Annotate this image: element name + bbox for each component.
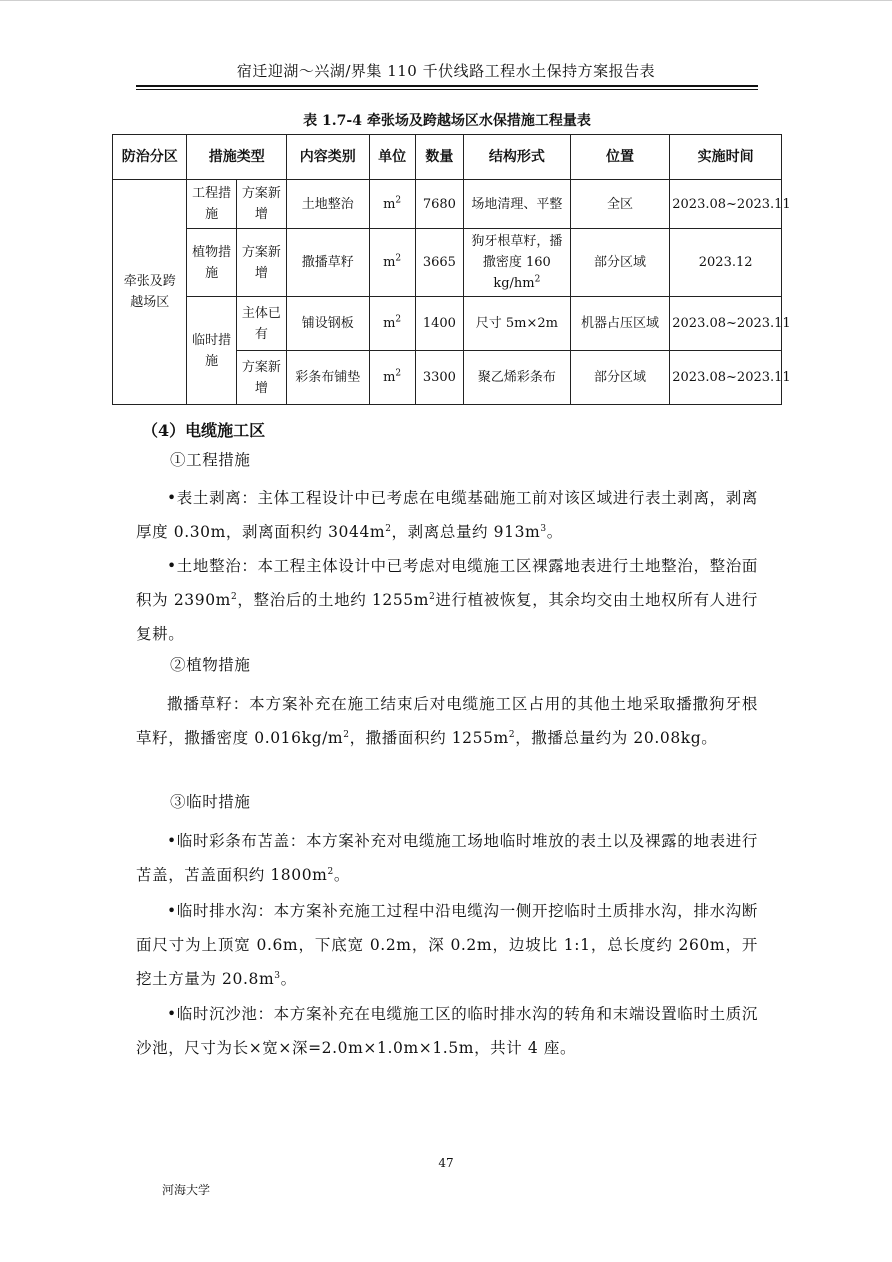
unit-cell: $m^2$: [369, 180, 415, 229]
time-cell: 2023.08~2023.11: [670, 351, 782, 405]
paragraph-sedimentation-tank: •临时沉沙池：本方案补充在电缆施工区的临时排水沟的转角和末端设置临时土质沉沙池，尺寸为长×宽×深=2.0m×1.0m×1.5m，共计 4 座。: [136, 1005, 758, 1057]
header-zone: 防治分区: [113, 135, 187, 180]
paragraph-drainage-ditch: •临时排水沟：本方案补充施工过程中沿电缆沟一侧开挖临时土质排水沟，排水沟断面尺寸为上顶宽 0.6m，下底宽 0.2m，深 0.2m，边坡比 1:1，总长度约 260m，开挖土方量为 $20.8m^3$。: [136, 902, 758, 988]
header-structure: 结构形式: [464, 135, 571, 180]
header-time: 实施时间: [670, 135, 782, 180]
time-cell: 2023.08~2023.11: [670, 180, 782, 229]
time-cell: 2023.12: [670, 229, 782, 297]
paragraph-land-grading: •土地整治：本工程主体设计中已考虑对电缆施工区裸露地表进行土地整治，整治面积为 $2390m^2$，整治后的土地约 $1255m^2$进行植被恢复，其余均交由土地权所有人进行复耕。: [136, 557, 758, 643]
table-row: [113, 180, 782, 229]
paragraph-tarp-cover: •临时彩条布苫盖：本方案补充对电缆施工场地临时堆放的表土以及裸露的地表进行苫盖，苫盖面积约 $1800m^2$。: [136, 832, 758, 884]
measures-table: [112, 134, 791, 405]
header-title: 宿迁迎湖～兴湖/界集 110 千伏线路工程水土保持方案报告表: [236, 62, 656, 80]
location-cell: 全区: [570, 180, 670, 229]
header-rule-thin: [136, 89, 758, 90]
quantity-cell: 3300: [415, 351, 463, 405]
structure-cell: 场地清理、平整: [464, 180, 571, 229]
content-cell: 铺设钢板: [287, 297, 369, 351]
sub-cell: 方案新增: [236, 229, 286, 297]
header-content: 内容类别: [287, 135, 369, 180]
location-cell: 部分区域: [570, 351, 670, 405]
header-measure-type: 措施类型: [187, 135, 287, 180]
header-unit: 单位: [369, 135, 415, 180]
location-cell: 机器占压区域: [570, 297, 670, 351]
page-number: 47: [438, 1156, 454, 1170]
sub-cell: 方案新增: [236, 180, 286, 229]
table-header-row: [113, 135, 782, 180]
zone-cell: 牵张及跨越场区: [113, 180, 187, 405]
unit-cell: $m^2$: [369, 229, 415, 297]
type-cell: 植物措施: [187, 229, 236, 297]
table-row: [113, 229, 782, 297]
footer-organization: 河海大学: [162, 1183, 211, 1197]
structure-cell: 聚乙烯彩条布: [464, 351, 571, 405]
header-quantity: 数量: [415, 135, 463, 180]
unit-cell: $m^2$: [369, 351, 415, 405]
content-cell: 土地整治: [287, 180, 369, 229]
quantity-cell: 1400: [415, 297, 463, 351]
location-cell: 部分区域: [570, 229, 670, 297]
content-cell: 撒播草籽: [287, 229, 369, 297]
plant-measures-title: ②植物措施: [170, 656, 251, 674]
type-cell: 工程措施: [187, 180, 236, 229]
structure-cell: 狗牙根草籽，播撒密度 160 $kg/hm^2$: [464, 229, 571, 297]
quantity-cell: 7680: [415, 180, 463, 229]
paragraph-grass-seeding: 撒播草籽：本方案补充在施工结束后对电缆施工区占用的其他土地采取播撒狗牙根草籽，撒播密度 $0.016kg/m^2$，撒播面积约 $1255m^2$，撒播总量约为 20.08kg。: [136, 695, 758, 747]
content-cell: 彩条布铺垫: [287, 351, 369, 405]
section-heading: （4）电缆施工区: [142, 421, 266, 440]
header-location: 位置: [570, 135, 670, 180]
sub-cell: 方案新增: [236, 351, 286, 405]
sub-cell: 主体已有: [236, 297, 286, 351]
header-rule-thick: [136, 85, 758, 87]
engineering-measures-title: ①工程措施: [170, 451, 251, 469]
temporary-measures-title: ③临时措施: [170, 793, 251, 811]
quantity-cell: 3665: [415, 229, 463, 297]
unit-cell: $m^2$: [369, 297, 415, 351]
page-top-edge: [0, 0, 892, 1]
structure-cell: 尺寸 5m×2m: [464, 297, 571, 351]
type-cell: 临时措施: [187, 297, 236, 405]
paragraph-topsoil-stripping: •表土剥离：主体工程设计中已考虑在电缆基础施工前对该区域进行表土剥离，剥离厚度 0.30m，剥离面积约 $3044m^2$，剥离总量约 $913m^3$。: [136, 489, 758, 541]
time-cell: 2023.08~2023.11: [670, 297, 782, 351]
table-row: [113, 297, 782, 351]
table-caption: 表 1.7-4 牵张场及跨越场区水保措施工程量表: [303, 113, 591, 129]
